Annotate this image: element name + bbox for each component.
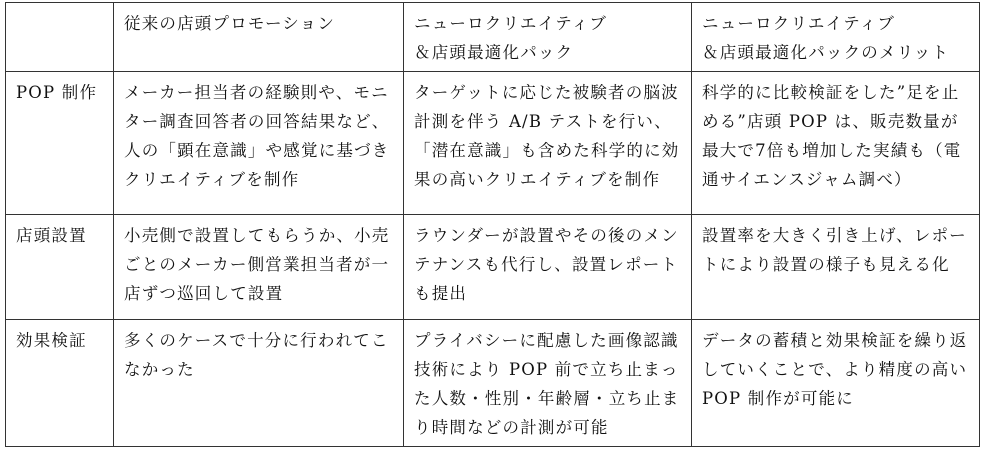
- header-empty-cell: [6, 3, 114, 72]
- cell-merit: 科学的に比較検証をした”足を止める”店頭 POP は、販売数量が最大で7倍も増加した実績も（電通サイエンスジャム調べ）: [692, 72, 980, 215]
- header-traditional: [114, 3, 404, 72]
- cell-neuro: ターゲットに応じた被験者の脳波計測を伴う A/B テストを行い、「潜在意識」も含めた科学的に効果の高いクリエイティブを制作: [404, 72, 692, 215]
- row-label-verification: 効果検証: [6, 320, 114, 447]
- cell-traditional: メーカー担当者の経験則や、モニター調査回答者の回答結果など、人の「顕在意識」や感覚に基づきクリエイティブを制作: [114, 72, 404, 215]
- cell-merit: 設置率を大きく引き上げ、レポートにより設置の様子も見える化: [692, 215, 980, 320]
- header-neuro: [404, 3, 692, 72]
- header-merit-line2: ＆店頭最適化パックのメリット: [702, 43, 950, 62]
- header-neuro-line1: ニューロクリエイティブ: [414, 14, 608, 33]
- table-header-row: [6, 3, 980, 72]
- row-label-install: 店頭設置: [6, 215, 114, 320]
- header-traditional-text: 従来の店頭プロモーション: [124, 14, 336, 33]
- row-label-pop: POP 制作: [6, 72, 114, 215]
- table-row: [6, 72, 980, 215]
- cell-neuro: ラウンダーが設置やその後のメンテナンスも代行し、設置レポートも提出: [404, 215, 692, 320]
- table-row: [6, 215, 980, 320]
- cell-neuro: プライバシーに配慮した画像認識技術により POP 前で立ち止まった人数・性別・年齢層・立ち止まり時間などの計測が可能: [404, 320, 692, 447]
- table-row: [6, 320, 980, 447]
- cell-merit: データの蓄積と効果検証を繰り返していくことで、より精度の高い POP 制作が可能に: [692, 320, 980, 447]
- header-merit-line1: ニューロクリエイティブ: [702, 14, 896, 33]
- comparison-table-container: [5, 2, 980, 447]
- header-merit: [692, 3, 980, 72]
- header-neuro-line2: ＆店頭最適化パック: [414, 43, 574, 62]
- cell-traditional: 多くのケースで十分に行われてこなかった: [114, 320, 404, 447]
- cell-traditional: 小売側で設置してもらうか、小売ごとのメーカー側営業担当者が一店ずつ巡回して設置: [114, 215, 404, 320]
- comparison-table: [5, 2, 980, 447]
